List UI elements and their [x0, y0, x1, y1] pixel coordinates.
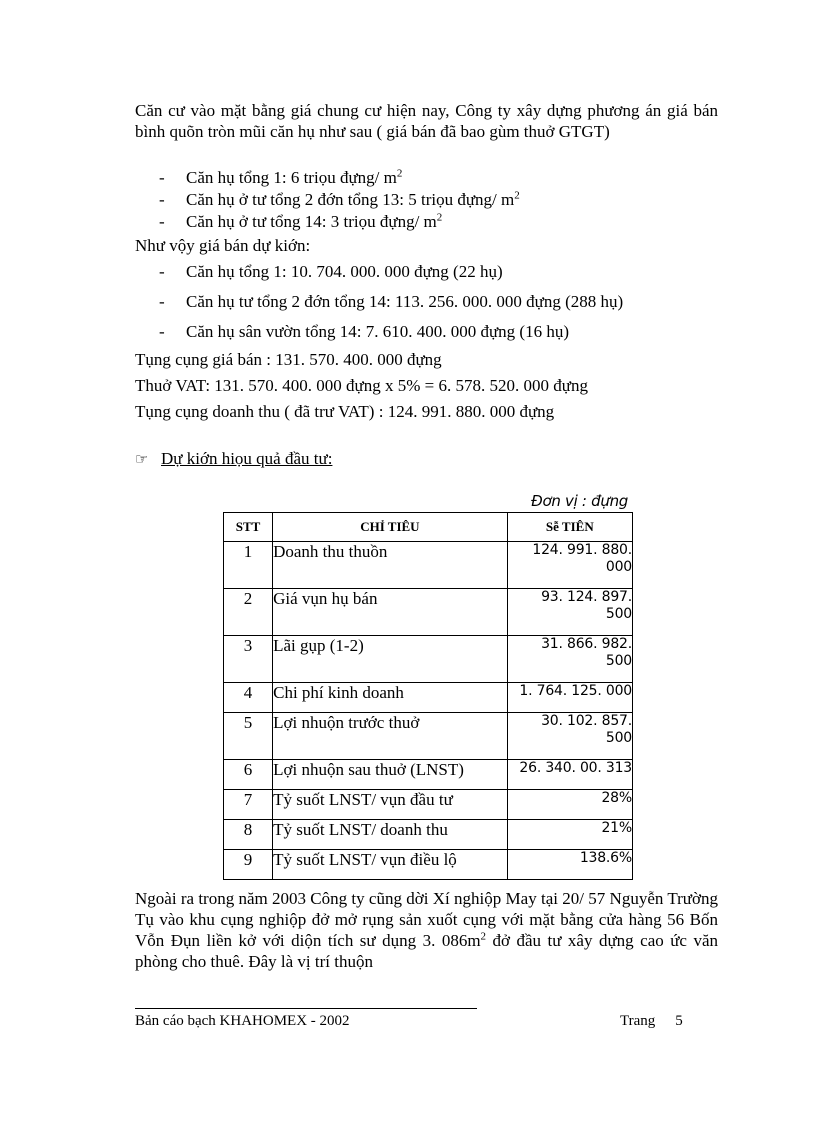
footer-divider: [135, 1008, 477, 1009]
expected-item-2: - Căn hụ tư tổng 2 đớn tổng 14: 113. 256. 000. 000 đựng (288 hụ): [159, 292, 624, 311]
table-row: 7 Tỷ suốt LNST/ vụn đầu tư 28%: [224, 790, 633, 820]
header-stt: STT: [224, 513, 273, 542]
table-row: 8 Tỷ suốt LNST/ doanh thu 21%: [224, 820, 633, 850]
expected-item-3: - Căn hụ sân vườn tổng 14: 7. 610. 400. 000 đựng (16 hụ): [159, 322, 569, 341]
section-heading: ☞ Dự kiớn hiọu quả đầu tư:: [135, 449, 333, 468]
total-price: Tụng cụng giá bán : 131. 570. 400. 000 đựng: [135, 350, 442, 369]
table-row: 1 Doanh thu thuồn 124. 991. 880. 000: [224, 542, 633, 589]
footer-title: Bản cáo bạch KHAHOMEX - 2002: [135, 1013, 350, 1029]
table-row: 3 Lãi gụp (1-2) 31. 866. 982. 500: [224, 636, 633, 683]
table-row: 5 Lợi nhuộn trước thuở 30. 102. 857. 500: [224, 713, 633, 760]
unit-label: Đơn vị : đựng: [531, 492, 628, 510]
price-item-3: - Căn hụ ở tư tổng 14: 3 triọu đựng/ $m^2$: [159, 211, 443, 231]
financial-table: [223, 512, 633, 880]
hand-pointing-icon: ☞: [135, 450, 149, 468]
table-row: 6 Lợi nhuộn sau thuở (LNST) 26. 340. 00. 313: [224, 760, 633, 790]
table-row: 2 Giá vụn hụ bán 93. 124. 897. 500: [224, 589, 633, 636]
table-row: 9 Tỷ suốt LNST/ vụn điều lộ 138.6%: [224, 850, 633, 880]
expected-label: Như vộy giá bán dự kiớn:: [135, 236, 311, 255]
table-header-row: [224, 513, 633, 542]
expected-item-1: - Căn hụ tổng 1: 10. 704. 000. 000 đựng (22 hụ): [159, 262, 503, 281]
price-item-2: - Căn hụ ở tư tổng 2 đớn tổng 13: 5 triọu đựng/ $m^2$: [159, 189, 520, 209]
price-item-1: - Căn hụ tổng 1: 6 triọu đựng/ $m^2$: [159, 167, 403, 187]
header-indicator: CHỈ TIÊU: [273, 513, 508, 542]
intro-paragraph: Căn cư vào mặt bằng giá chung cư hiện nay, Công ty xây dựng phương án giá bán bình quõn tròn mũi căn hụ như sau ( giá bán đã bao gùm thuở GTGT): [135, 101, 718, 141]
closing-paragraph: Ngoài ra trong năm 2003 Công ty cũng dời Xí nghiộp May tại 20/ 57 Nguyễn Trường Tụ vào khu cụng nghiộp đở mở rụng sản xuốt cụng với mặt bằng cửa hàng 56 Bốn Vỗn Đụn liền kở với diộn tích sư dụng 3. $086m^2$ đở đầu tư xây dựng cao ức văn phòng cho thuê. Đây là vị trí thuộn: [135, 889, 718, 971]
table-row: 4 Chi phí kinh doanh 1. 764. 125. 000: [224, 683, 633, 713]
header-amount: Sễ TIÊN: [507, 513, 632, 542]
total-revenue: Tụng cụng doanh thu ( đã trư VAT) : 124. 991. 880. 000 đựng: [135, 402, 555, 421]
page-number: Trang 5: [620, 1013, 683, 1029]
vat-line: Thuở VAT: 131. 570. 400. 000 đựng x 5% = 6. 578. 520. 000 đựng: [135, 376, 588, 395]
